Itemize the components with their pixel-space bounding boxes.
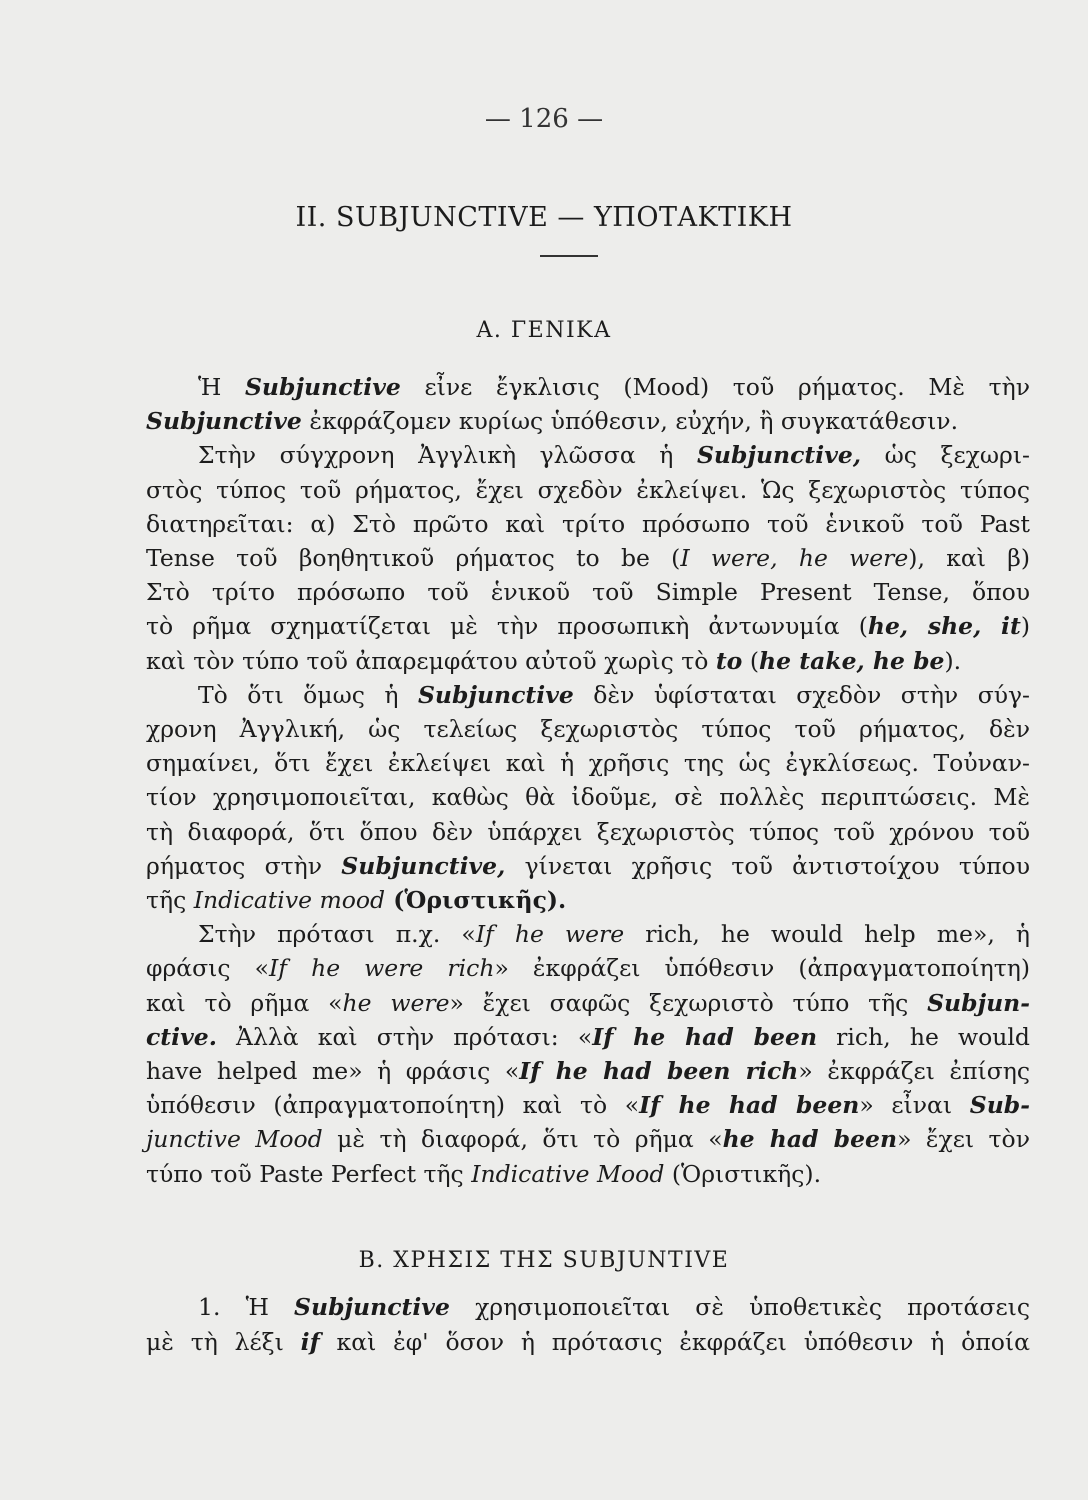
paragraph-3 xyxy=(146,678,1030,917)
text-line: Tense τοῦ βοηθητικοῦ ρήματος to be (I were, he were), καὶ β) xyxy=(146,544,1030,573)
section-b-heading: Β. ΧΡΗΣΙΣ ΤΗΣ SUBJUNTIVE xyxy=(358,1248,730,1273)
text-line: Στὸ τρίτο πρόσωπο τοῦ ἑνικοῦ τοῦ Simple Present Tense, ὅπου xyxy=(146,578,1030,607)
paragraph-4 xyxy=(146,917,1030,1191)
title-underline xyxy=(540,255,598,257)
text-line: τὴ διαφορά, ὅτι ὅπου δὲν ὑπάρχει ξεχωριστὸς τύπος τοῦ χρόνου τοῦ xyxy=(146,817,1030,846)
text-line: τὸ ρῆμα σχηματίζεται μὲ τὴν προσωπικὴ ἀντωνυμία (he, she, it) xyxy=(146,612,1030,641)
text-line: σημαίνει, ὅτι ἔχει ἐκλείψει καὶ ἡ χρῆσις της ὡς ἐγκλίσεως. Τοὐναν- xyxy=(146,749,1030,778)
chapter-title: II. SUBJUNCTIVE — ΥΠΟΤΑΚΤΙΚΗ xyxy=(295,202,793,233)
text-line: διατηρεῖται: α) Στὸ πρῶτο καὶ τρίτο πρόσωπο τοῦ ἑνικοῦ τοῦ Past xyxy=(146,509,1030,538)
paragraph-5 xyxy=(146,1290,1030,1360)
text-line: ὑπόθεσιν (ἀπραγματοποίητη) καὶ τὸ «If he had been» εἶναι Sub- xyxy=(146,1091,1030,1120)
text-line: καὶ τὸ ρῆμα «he were» ἔχει σαφῶς ξεχωριστὸ τύπο τῆς Subjun- xyxy=(146,988,1030,1017)
text-line: 1. Ἡ Subjunctive χρησιμοποιεῖται σὲ ὑποθετικὲς προτάσεις xyxy=(198,1293,1030,1321)
text-line: χρονη Ἀγγλική, ὡς τελείως ξεχωριστὸς τύπος τοῦ ρήματος, δὲν xyxy=(146,715,1030,744)
text-line: στὸς τύπος τοῦ ρήματος, ἔχει σχεδὸν ἐκλείψει. Ὡς ξεχωριστὸς τύπος xyxy=(146,475,1030,504)
text-line: μὲ τὴ λέξι if καὶ ἐφ' ὅσον ἡ πρότασις ἐκφράζει ὑπόθεσιν ἡ ὁποία xyxy=(146,1328,1030,1356)
text-line: Στὴν σύγχρονη Ἀγγλικὴ γλῶσσα ἡ Subjunctive, ὡς ξεχωρι- xyxy=(198,441,1030,470)
text-line: junctive Mood μὲ τὴ διαφορά, ὅτι τὸ ρῆμα «he had been» ἔχει τὸν xyxy=(146,1125,1030,1154)
text-line: Subjunctive ἐκφράζομεν κυρίως ὑπόθεσιν, εὐχήν, ἢ συγκατάθεσιν. xyxy=(146,407,959,436)
text-line: ρήματος στὴν Subjunctive, γίνεται χρῆσις τοῦ ἀντιστοίχου τύπου xyxy=(146,851,1030,880)
text-line: τίον χρησιμοποιεῖται, καθὼς θὰ ἰδοῦμε, σὲ πολλὲς περιπτώσεις. Μὲ xyxy=(146,783,1030,812)
paragraph-2 xyxy=(146,438,1030,677)
section-a-heading: Α. ΓΕΝΙΚΑ xyxy=(476,318,612,343)
text-line: τῆς Indicative mood (Ὁριστικῆς). xyxy=(146,886,567,915)
text-line: have helped me» ἡ φράσις «If he had been rich» ἐκφράζει ἐπίσης xyxy=(146,1057,1031,1086)
section-b-body xyxy=(146,1290,1030,1360)
text-line: ctive. Ἀλλὰ καὶ στὴν πρότασι: «If he had been rich, he would xyxy=(146,1022,1030,1051)
text-line: τύπο τοῦ Paste Perfect τῆς Indicative Mood (Ὁριστικῆς). xyxy=(146,1159,822,1188)
page-number: — 126 — xyxy=(484,104,604,134)
section-a-body xyxy=(146,370,1030,1191)
text-line: φράσις «If he were rich» ἐκφράζει ὑπόθεσιν (ἀπραγματοποίητη) xyxy=(146,954,1031,983)
text-line: Ἡ Subjunctive εἶνε ἔγκλισις (Mood) τοῦ ρήματος. Μὲ τὴν xyxy=(198,373,1030,401)
paragraph-1 xyxy=(146,370,1030,438)
text-line: καὶ τὸν τύπο τοῦ ἀπαρεμφάτου αὐτοῦ χωρὶς τὸ to (he take, he be). xyxy=(146,646,962,675)
text-line: Τὸ ὅτι ὅμως ἡ Subjunctive δὲν ὑφίσταται σχεδὸν στὴν σύγ- xyxy=(198,680,1031,709)
text-line: Στὴν πρότασι π.χ. «If he were rich, he would help me», ἡ xyxy=(198,920,1030,949)
